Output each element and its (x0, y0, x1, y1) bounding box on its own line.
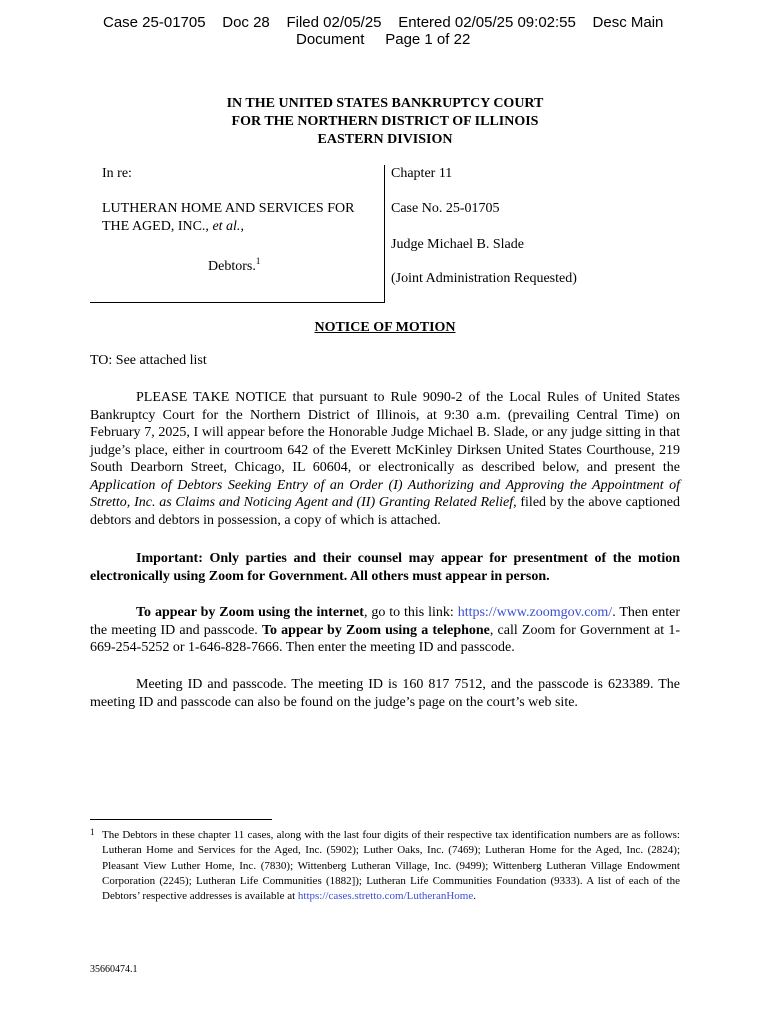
ecf-header-line-2 (296, 31, 470, 48)
in-re: In re: (102, 166, 132, 181)
et-al: et al. (212, 219, 241, 234)
paragraph-meeting-id: Meeting ID and passcode. The meeting ID is 160 817 7512, and the passcode is 623389. The meeting ID and passcode can also be found on the judge’s page on the court’s web site. (90, 677, 680, 710)
paragraph-important: Important: Only parties and their counsel may appear for presentment of the motion electronically using Zoom for Government. All others must appear in person. (90, 551, 680, 584)
document-label: Document (296, 31, 365, 48)
case-no: Case No. 25-01705 (391, 201, 500, 216)
court-line-1: IN THE UNITED STATES BANKRUPTCY COURT (226, 96, 544, 111)
footnote-ref[interactable]: 1 (255, 256, 261, 266)
chapter: Chapter 11 (391, 166, 453, 181)
motion-title: Application of Debtors Seeking Entry of an Order (I) Authorizing and Approving the Appointment of Stretto, Inc. as Claims and Noticing Agent and (II) Granting Related Relief (90, 477, 680, 510)
judge: Judge Michael B. Slade (391, 237, 524, 252)
zoomgov-link[interactable]: https://www.zoomgov.com/ (457, 605, 613, 620)
ecf-header-line-1 (103, 14, 663, 31)
footnote-divider (90, 819, 272, 820)
debtors-label: Debtors.$^1$ (208, 256, 261, 274)
case-number: Case 25-01705 (103, 14, 206, 31)
footnote (90, 828, 680, 904)
paragraph-notice: PLEASE TAKE NOTICE that pursuant to Rule 9090-2 of the Local Rules of United States Bankruptcy Court for the Northern District of Illinois, at 9:30 a.m. (prevailing Central Time) on February 7, 2025, I will appear before the Honorable Judge Michael B. Slade, or any judge sitting in that judge’s place, either in courtroom 642 of the Everett McKinley Dirksen United States Courthouse, 219 South Dearborn Street, Chicago, IL 60604, or electronically as described below, and present the Application of Debtors Seeking Entry of an Order (I) Authorizing and Approving the Appointment of Stretto, Inc. as Claims and Noticing Agent and (II) Granting Related Relief, filed by the above captioned debtors and debtors in possession, a copy of which is attached. (90, 390, 681, 528)
to-line: TO: See attached list (90, 353, 207, 368)
stretto-link[interactable]: https://cases.stretto.com/LutheranHome (297, 890, 474, 903)
paragraph-zoom-instructions: To appear by Zoom using the internet, go to this link: https://www.zoomgov.com/. Then enter the meeting ID and passcode. To appear by Zoom using a telephone, call Zoom for Government at 1-669-254-5252 or 1-646-828-7666. Then enter the meeting ID and passcode. (90, 605, 681, 655)
document-number: 35660474.1 (90, 964, 138, 975)
notice-title: NOTICE OF MOTION (314, 320, 456, 335)
entered-date: Entered 02/05/25 09:02:55 (398, 14, 576, 31)
court-line-2: FOR THE NORTHERN DISTRICT OF ILLINOIS (231, 114, 539, 129)
footnote-number: 1 (90, 827, 95, 837)
page-indicator: Page 1 of 22 (385, 31, 471, 48)
debtor-name: LUTHERAN HOME AND SERVICES FOR THE AGED, INC., et al., (102, 201, 355, 234)
court-heading (0, 95, 770, 149)
case-caption-left (90, 165, 385, 303)
court-line-3: EASTERN DIVISION (317, 132, 453, 147)
joint-admin: (Joint Administration Requested) (391, 271, 577, 286)
filed-date: Filed 02/05/25 (286, 14, 382, 31)
desc: Desc Main (592, 14, 664, 31)
footnote-text: The Debtors in these chapter 11 cases, along with the last four digits of their respective tax identification numbers are as follows: Lutheran Home and Services for the Aged, Inc. (5902); Luther Oaks, Inc. (7469); Lutheran Home for the Aged, Inc. (2824); Pleasant View Luther Home, Inc. (7830); Wittenberg Lutheran Village, Inc. (9499); Wittenberg Lutheran Village Endowment Corporation (2245); Lutheran Life Communities (1882]); Lutheran Life Communities Foundation (9333). A list of each of the Debtors’ respective addresses is available at https://cases.stretto.com/LutheranHome. (102, 829, 680, 903)
doc-number: Doc 28 (222, 14, 270, 31)
